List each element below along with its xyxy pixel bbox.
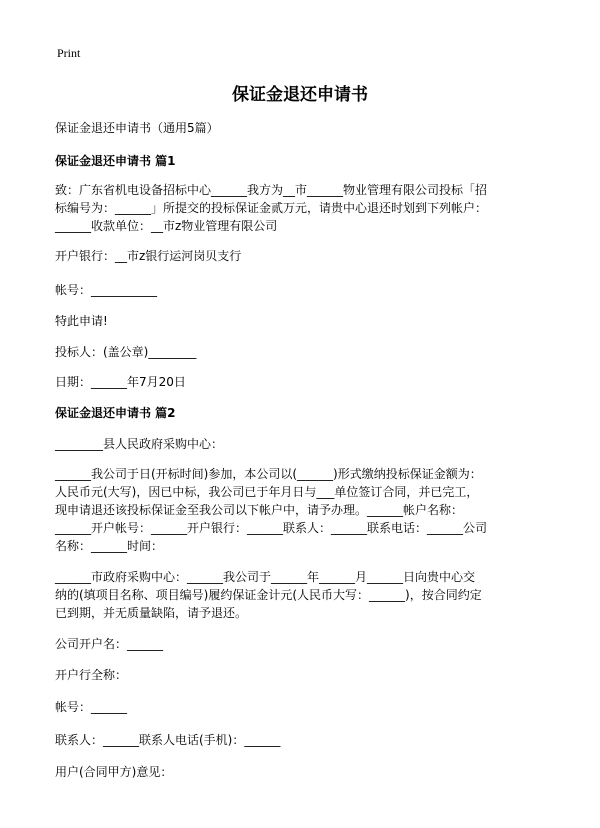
paragraph-line: 公司开户名：______ <box>55 637 164 651</box>
paragraph-line: 日期：______年7月20日 <box>55 375 186 389</box>
paragraph-line: 特此申请! <box>55 314 108 328</box>
paragraph-line: ______收款单位：__市z物业管理有限公司 <box>55 219 278 233</box>
paragraph-line: 帐号：______ <box>55 700 128 714</box>
paragraph-line: 投标人：(盖公章)________ <box>55 345 197 359</box>
paragraph-line: 已到期，并无质量缺陷，请予退还。 <box>55 606 248 620</box>
paragraph-line: 纳的(填项目名称、项目编号)履约保证金计元(人民币大写：______)，按合同约定 <box>55 588 482 602</box>
paragraph-line: 开户行全称： <box>55 668 128 682</box>
paragraph-line: 用户(合同甲方)意见： <box>55 765 173 779</box>
paragraph-line: 标编号为：______」所提交的投标保证金贰万元，请贵中心退还时划到下列帐户： <box>55 201 488 215</box>
section-2-heading: 保证金退还申请书 篇2 <box>55 406 176 420</box>
document-subtitle: 保证金退还申请书（通用5篇） <box>55 121 219 135</box>
section-1-heading: 保证金退还申请书 篇1 <box>55 154 176 168</box>
paragraph-line: ______开户帐号：______开户银行：______联系人：______联系电话：______公司 <box>55 521 488 535</box>
paragraph-line: 联系人：______联系人电话(手机)：______ <box>55 733 281 747</box>
paragraph-line: 人民币元(大写)，因已中标，我公司已于年月日与___单位签订合同，并已完工， <box>55 485 479 499</box>
paragraph-line: 名称：______时间： <box>55 539 164 553</box>
paragraph-line: 现申请退还该投标保证金至我公司以下帐户中，请予办理。______帐户名称： <box>55 503 464 517</box>
paragraph-line: 开户银行：__市z银行运河岗贝支行 <box>55 249 242 263</box>
print-link[interactable]: Print <box>57 46 81 60</box>
paragraph-line: 帐号：___________ <box>55 283 158 297</box>
document-title: 保证金退还申请书 <box>232 85 368 105</box>
paragraph-line: ______我公司于日(开标时间)参加，本公司以(______)形式缴纳投标保证金额为： <box>55 467 482 481</box>
paragraph-line: 致：广东省机电设备招标中心______我方为__市______物业管理有限公司投标「招 <box>55 183 488 197</box>
paragraph-line: ________县人民政府采购中心： <box>55 437 224 451</box>
paragraph-line: ______市政府采购中心：______我公司于______年______月______日向贵中心交 <box>55 570 476 584</box>
